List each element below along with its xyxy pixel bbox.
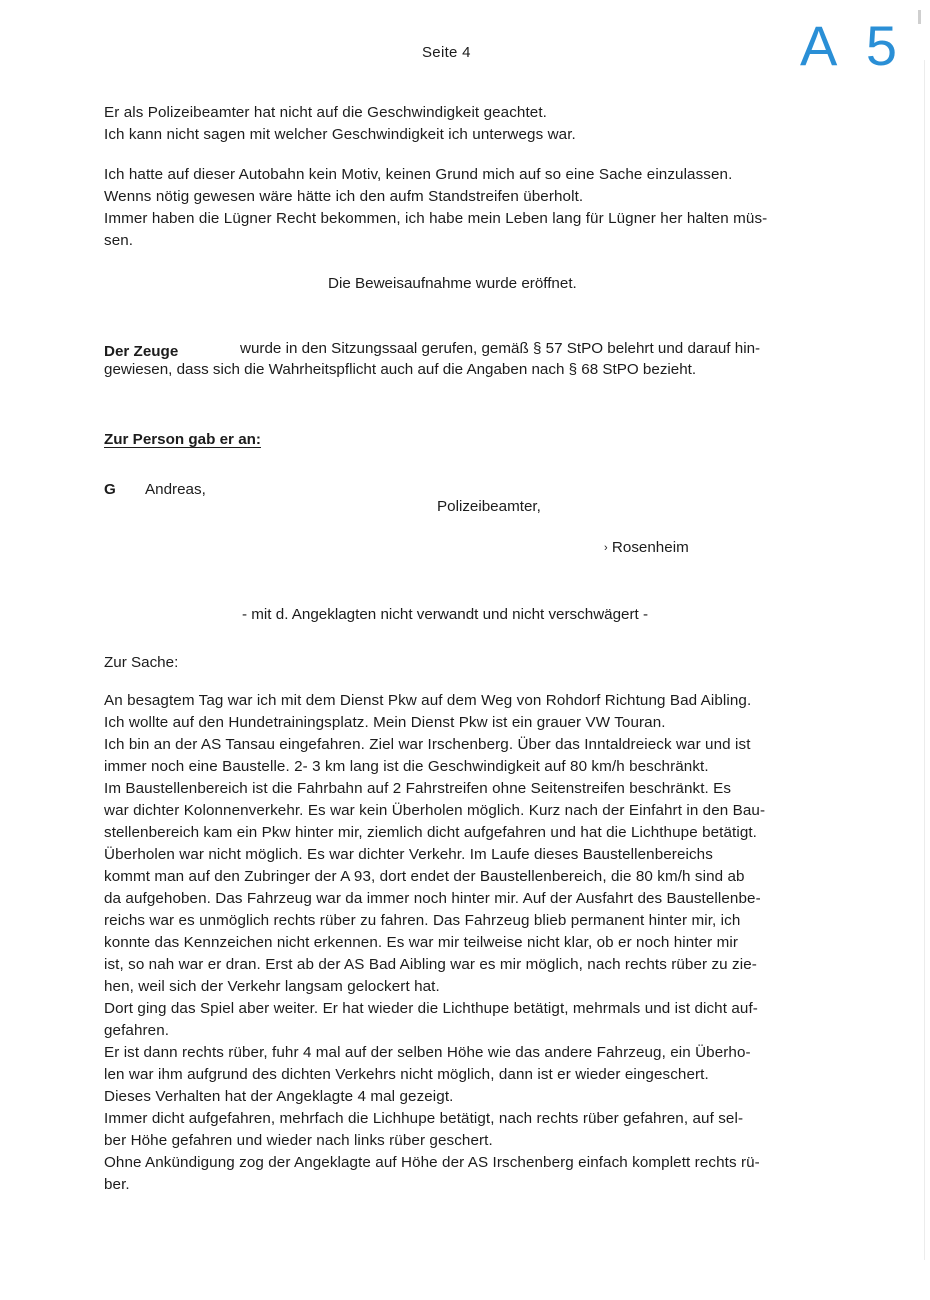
person-profession: Polizeibeamter, bbox=[437, 498, 541, 515]
person-initial: G bbox=[104, 481, 116, 498]
text-line: ist, so nah war er dran. Erst ab der AS Bad Aibling war es mir möglich, nach rechts rüber zu zie- bbox=[104, 956, 757, 973]
scan-edge-line bbox=[924, 60, 925, 1260]
text-line: ber Höhe gefahren und wieder nach links rüber geschert. bbox=[104, 1132, 493, 1149]
document-label: A 5 bbox=[800, 14, 905, 77]
witness-instruction-line-2: gewiesen, dass sich die Wahrheitspflicht auch auf die Angaben nach § 68 StPO bezieht. bbox=[104, 361, 697, 378]
text-line: war dichter Kolonnenverkehr. Es war kein Überholen möglich. Kurz nach der Einfahrt in den Bau- bbox=[104, 802, 766, 819]
person-first-name: Andreas, bbox=[145, 481, 206, 498]
text-line: len war ihm aufgrund des dichten Verkehrs nicht möglich, dann ist er wieder eingeschert. bbox=[104, 1066, 709, 1083]
witness-label: Der Zeuge bbox=[104, 343, 179, 360]
text-line: Im Baustellenbereich ist die Fahrbahn auf 2 Fahrstreifen ohne Seitenstreifen beschränkt. Es bbox=[104, 780, 732, 797]
text-line: Überholen war nicht möglich. Es war dichter Verkehr. Im Laufe dieses Baustellenbereichs bbox=[104, 846, 713, 863]
person-location bbox=[604, 537, 689, 559]
location-mark: › bbox=[604, 542, 608, 554]
defendant-statement-2 bbox=[104, 164, 824, 252]
matter-testimony bbox=[104, 690, 824, 1196]
text-line: kommt man auf den Zubringer der A 93, dort endet der Baustellenbereich, die 80 km/h sind ab bbox=[104, 868, 745, 885]
page-number: Seite 4 bbox=[422, 44, 471, 61]
text-line: Ich wollte auf den Hundetrainingsplatz. Mein Dienst Pkw ist ein grauer VW Touran. bbox=[104, 714, 666, 731]
text-line: Ohne Ankündigung zog der Angeklagte auf Höhe der AS Irschenberg einfach komplett rechts rü- bbox=[104, 1154, 760, 1171]
text-line: Ich bin an der AS Tansau eingefahren. Ziel war Irschenberg. Über das Inntaldreieck war und ist bbox=[104, 736, 751, 753]
text-line: hen, weil sich der Verkehr langsam gelockert hat. bbox=[104, 978, 440, 995]
text-line: Ich kann nicht sagen mit welcher Geschwindigkeit ich unterwegs war. bbox=[104, 126, 576, 143]
text-line: Immer haben die Lügner Recht bekommen, ich habe mein Leben lang für Lügner her halten müs- bbox=[104, 210, 768, 227]
text-line: gefahren. bbox=[104, 1022, 170, 1039]
matter-heading: Zur Sache: bbox=[104, 654, 179, 671]
text-line: Er ist dann rechts rüber, fuhr 4 mal auf der selben Höhe wie das andere Fahrzeug, ein Überho- bbox=[104, 1044, 751, 1061]
text-line: immer noch eine Baustelle. 2- 3 km lang ist die Geschwindigkeit auf 80 km/h beschränkt. bbox=[104, 758, 709, 775]
text-line: reichs war es unmöglich rechts rüber zu fahren. Das Fahrzeug blieb permanent hinter mir, ich bbox=[104, 912, 741, 929]
text-line: stellenbereich kam ein Pkw hinter mir, ziemlich dicht aufgefahren und hat die Lichthupe betätigt. bbox=[104, 824, 758, 841]
text-line: Ich hatte auf dieser Autobahn kein Motiv, keinen Grund mich auf so eine Sache einzulassen. bbox=[104, 166, 733, 183]
text-line: Immer dicht aufgefahren, mehrfach die Lichhupe betätigt, nach rechts rüber gefahren, auf sel- bbox=[104, 1110, 744, 1127]
text-line: ber. bbox=[104, 1176, 130, 1193]
defendant-statement-1 bbox=[104, 102, 824, 146]
text-line: da aufgehoben. Das Fahrzeug war da immer noch hinter mir. Auf der Ausfahrt des Baustellenbe- bbox=[104, 890, 761, 907]
scan-edge-mark bbox=[918, 10, 921, 24]
relation-note: - mit d. Angeklagten nicht verwandt und nicht verschwägert - bbox=[242, 606, 649, 623]
evidence-opened-note: Die Beweisaufnahme wurde eröffnet. bbox=[328, 275, 577, 292]
location-text: Rosenheim bbox=[611, 539, 689, 556]
text-line: Dort ging das Spiel aber weiter. Er hat wieder die Lichthupe betätigt, mehrmals und ist dicht auf- bbox=[104, 1000, 758, 1017]
witness-instruction-line-1: wurde in den Sitzungssaal gerufen, gemäß § 57 StPO belehrt und darauf hin- bbox=[240, 340, 761, 357]
text-line: sen. bbox=[104, 232, 134, 249]
person-heading: Zur Person gab er an: bbox=[104, 431, 261, 448]
text-line: konnte das Kennzeichen nicht erkennen. Es war mir teilweise nicht klar, ob er noch hinter mir bbox=[104, 934, 738, 951]
text-line: Er als Polizeibeamter hat nicht auf die Geschwindigkeit geachtet. bbox=[104, 104, 547, 121]
text-line: An besagtem Tag war ich mit dem Dienst Pkw auf dem Weg von Rohdorf Richtung Bad Aibling. bbox=[104, 692, 752, 709]
text-line: Wenns nötig gewesen wäre hätte ich den aufm Standstreifen überholt. bbox=[104, 188, 584, 205]
text-line: Dieses Verhalten hat der Angeklagte 4 mal gezeigt. bbox=[104, 1088, 454, 1105]
